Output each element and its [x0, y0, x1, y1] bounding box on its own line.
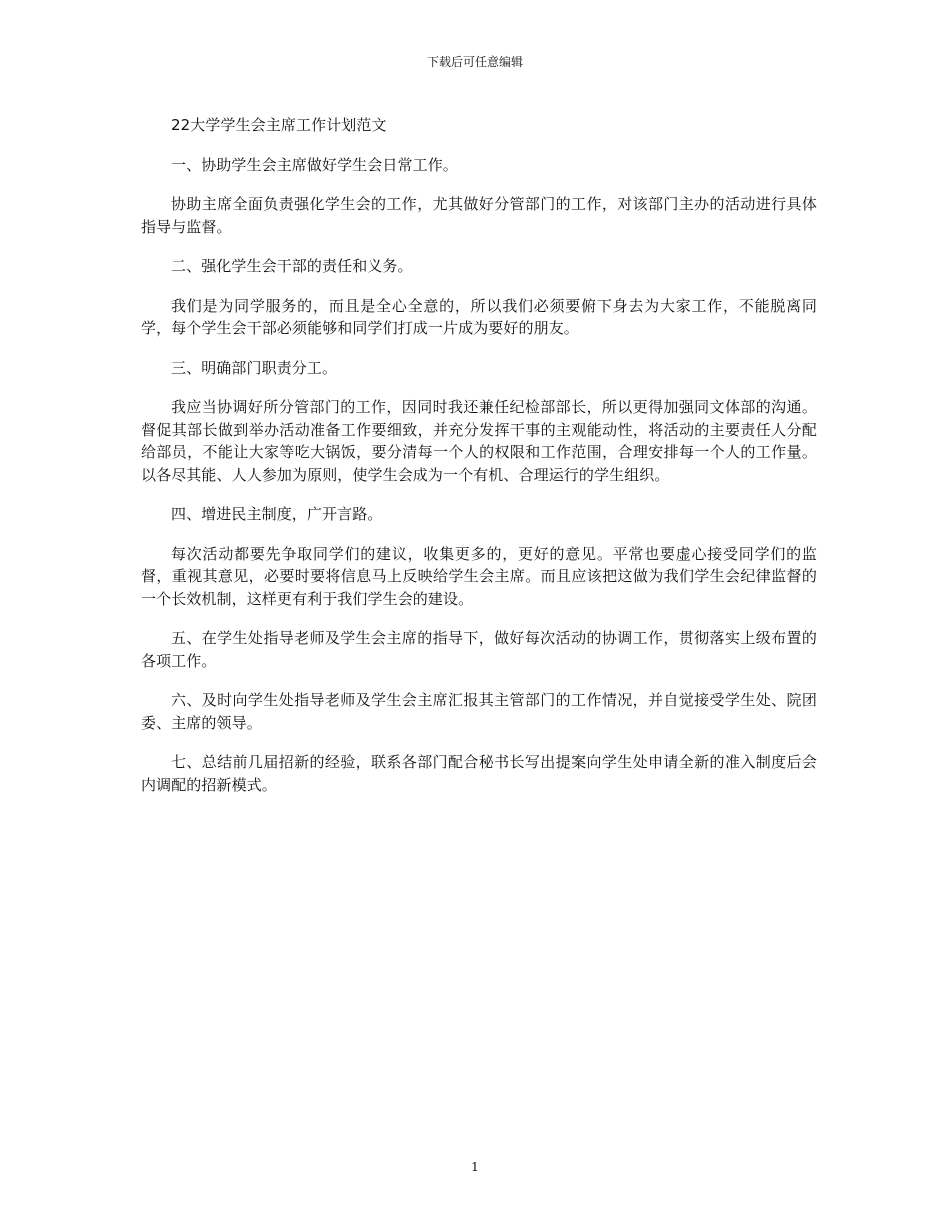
page-number: 1: [471, 1160, 479, 1174]
section-heading-1: 一、协助学生会主席做好学生会日常工作。: [171, 155, 458, 174]
page-header: 下载后可任意编辑: [426, 55, 523, 69]
section-heading-2: 二、强化学生会干部的责任和义务。: [171, 257, 413, 275]
section-item-5: 五、在学生处指导老师及学生会主席的指导下，做好每次活动的协调工作，贯彻落实上级布置的各项工作。: [141, 629, 817, 670]
section-heading-3: 三、明确部门职责分工。: [171, 358, 338, 377]
paragraph-2: 我们是为同学服务的，而且是全心全意的，所以我们必须要俯下身去为大家工作，不能脱离同学，每个学生会干部必须能够和同学们打成一片成为要好的朋友。: [141, 296, 817, 337]
section-item-7: 七、总结前几届招新的经验，联系各部门配合秘书长写出提案向学生处申请全新的准入制度后会内调配的招新模式。: [141, 753, 817, 794]
section-item-6: 六、及时向学生处指导老师及学生会主席汇报其主管部门的工作情况，并自觉接受学生处、院团委、主席的领导。: [141, 691, 817, 732]
document-body: [141, 114, 817, 813]
paragraph-4: 每次活动都要先争取同学们的建议，收集更多的，更好的意见。平常也要虚心接受同学们的监督，重视其意见，必要时要将信息马上反映给学生会主席。而且应该把这做为我们学生会纪律监督的一个长效机制，这样更有利于我们学生会的建设。: [141, 544, 817, 608]
paragraph-3: 我应当协调好所分管部门的工作，因同时我还兼任纪检部部长，所以更得加强同文体部的沟通。督促其部长做到举办活动准备工作要细致，并充分发挥干事的主观能动性，将活动的主要责任人分配给部员，不能让大家等吃大锅饭，要分清每一个人的权限和工作范围，合理安排每一个人的工作量。以各尽其能、人人参加为原则，使学生会成为一个有机、合理运行的学生组织。: [141, 398, 817, 484]
paragraph-1: 协助主席全面负责强化学生会的工作，尤其做好分管部门的工作，对该部门主办的活动进行具体指导与监督。: [141, 195, 817, 236]
document-title: 22大学学生会主席工作计划范文: [171, 116, 387, 134]
section-heading-4: 四、增进民主制度，广开言路。: [171, 505, 383, 523]
